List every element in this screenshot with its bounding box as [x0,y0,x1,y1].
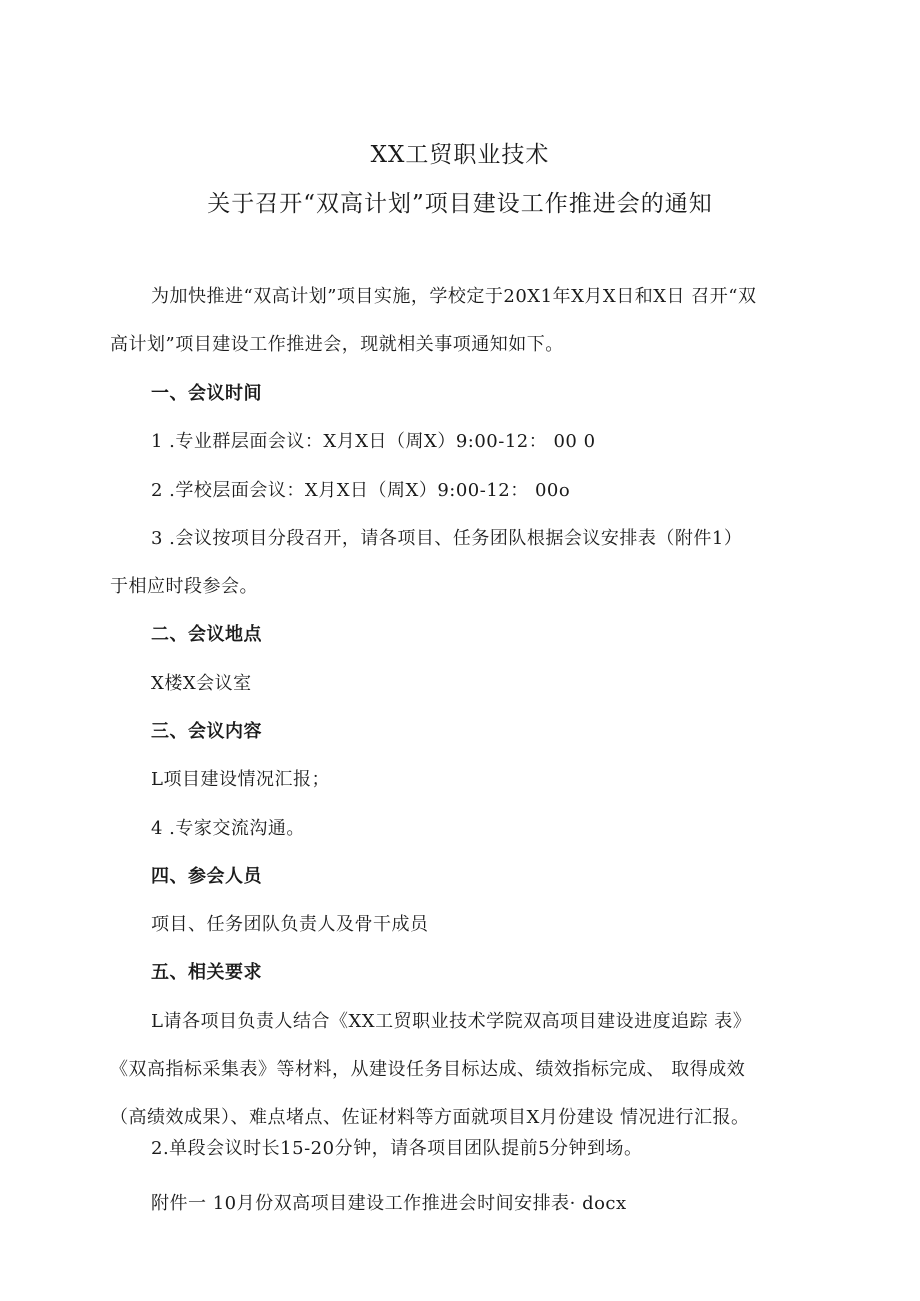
section2-heading: 二、会议地点 [151,624,262,645]
section1-item2: 2 .学校层面会议：X月X日（周X）9:00-12： 00o [151,480,571,501]
attachment-link[interactable]: 附件一 10月份双高项目建设工作推进会时间安排表· docx [151,1193,627,1214]
section1-item1: 1 .专业群层面会议：X月X日（周X）9:00-12： 00 0 [151,431,596,452]
section4-text: 项目、任务团队负责人及骨干成员 [151,914,429,935]
section5-item1-line2: 《双高指标采集表》等材料，从建设任务目标达成、绩效指标完成、 取得成效 [110,1059,746,1080]
intro-line1: 为加快推进“双高计划”项目实施，学校定于20X1年X月X日和X日 召开“双 [151,286,757,307]
section3-item2: 4 .专家交流沟通。 [151,818,305,839]
section1-item3-line1: 3 .会议按项目分段召开，请各项目、任务团队根据会议安排表（附件1） [151,528,743,549]
doc-title-line2: 关于召开“双高计划”项目建设工作推进会的通知 [207,191,713,217]
section1-item3-line2: 于相应时段参会。 [110,576,258,597]
section5-item1-line1: L请各项目负责人结合《XX工贸职业技术学院双高项目建设进度追踪 表》 [151,1011,752,1032]
section2-text: X楼X会议室 [151,673,252,694]
doc-title-line1: XX工贸职业技术 [370,142,550,168]
section3-heading: 三、会议内容 [151,721,262,742]
section5-heading: 五、相关要求 [151,962,262,983]
section1-heading: 一、会议时间 [151,383,262,404]
section4-heading: 四、参会人员 [151,866,262,887]
intro-line2: 高计划”项目建设工作推进会，现就相关事项通知如下。 [110,334,564,355]
section3-item1: L项目建设情况汇报； [151,769,330,790]
section5-item2: 2.单段会议时长15-20分钟，请各项目团队提前5分钟到场。 [151,1138,643,1159]
section5-item1-line3: （高绩效成果）、难点堵点、佐证材料等方面就项目X月份建设 情况进行汇报。 [110,1107,750,1128]
